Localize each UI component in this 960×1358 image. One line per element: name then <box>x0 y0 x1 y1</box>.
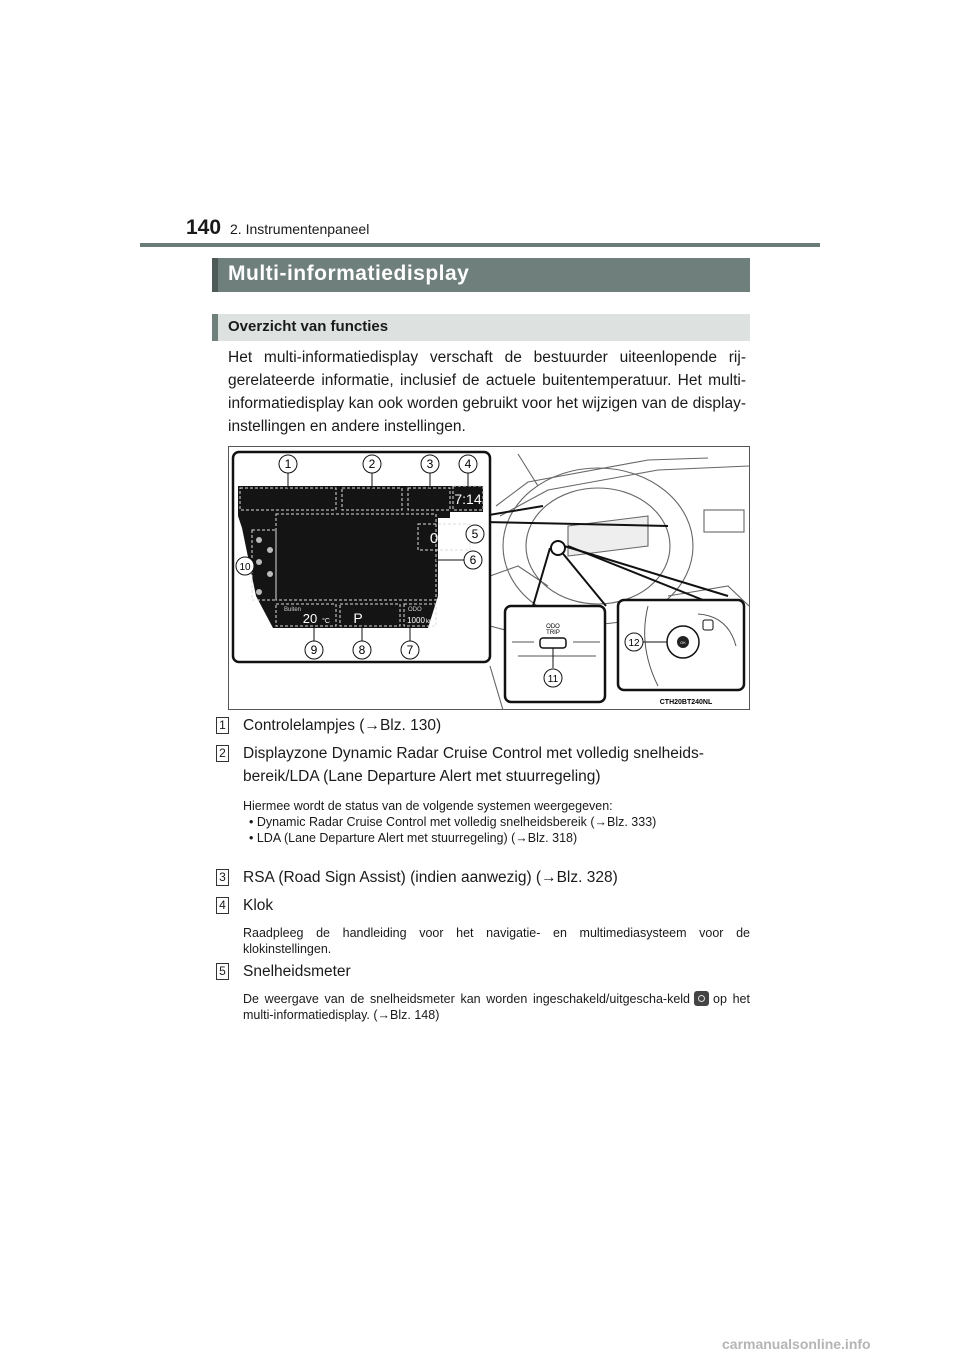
item-note: Hiermee wordt de status van de volgende systemen weergegeven: <box>243 799 613 813</box>
switch-label-trip: TRIP <box>546 630 560 636</box>
item-number: 2 <box>216 745 229 762</box>
callout-5: 5 <box>471 527 479 541</box>
settings-icon <box>256 589 262 595</box>
header-rule <box>140 243 820 247</box>
item-number: 5 <box>216 963 229 980</box>
item-title: Controlelampjes (→Blz. 130) <box>243 717 442 734</box>
callout-2: 2 <box>368 457 376 471</box>
callout-10: 10 <box>239 562 251 573</box>
odo-trip-inset <box>505 606 605 702</box>
list-item <box>216 960 750 1023</box>
list-item <box>216 894 750 957</box>
callout-11: 11 <box>547 674 559 685</box>
bullet-item: • Dynamic Radar Cruise Control met volledig snelheidsbereik (→Blz. 333) <box>249 815 657 829</box>
odo-label: ODO <box>408 607 422 613</box>
intro-paragraph: Het multi-informatiedisplay verschaft de bestuurder uiteenlopende rij-gerelateerde informatie, inclusief de actuele buitentemperatuur. Het multi-informatiedisplay kan ook worden gebruikt voor het wijzigen van de display-instellingen en andere instellingen. <box>228 349 746 435</box>
note-part-b: op het multi-informatiedisplay. (→Blz. 148) <box>243 992 750 1022</box>
callout-3: 3 <box>426 457 434 471</box>
subsection-heading <box>212 314 750 341</box>
odo-trip-button <box>540 638 566 648</box>
section-title: Multi-informatiedisplay <box>228 262 470 285</box>
odo-value: 1000 <box>407 616 425 625</box>
item-title: RSA (Road Sign Assist) (indien aanwezig) (→Blz. 328) <box>243 869 618 886</box>
gear-value: P <box>353 610 363 626</box>
callout-6: 6 <box>469 553 477 567</box>
instrument-cluster-figure <box>228 446 750 710</box>
temperature-unit: °C <box>322 618 330 625</box>
switch-label-odo: ODO <box>546 624 560 630</box>
bullet-item: • LDA (Lane Departure Alert met stuurregeling) (→Blz. 318) <box>249 831 578 845</box>
speed-unit: km/h <box>448 538 464 545</box>
switch-pointer-dot <box>551 541 565 555</box>
callout-7: 7 <box>406 643 414 657</box>
odo-unit: km <box>426 619 434 625</box>
list-item <box>216 714 750 737</box>
callout-12: 12 <box>628 638 640 649</box>
page-number: 140 <box>186 216 222 239</box>
section-heading <box>212 258 750 292</box>
item-title: Klok <box>243 897 274 914</box>
back-button <box>703 620 713 630</box>
outside-label: Buiten <box>284 607 302 613</box>
music-icon <box>256 559 262 565</box>
list-item <box>216 866 750 889</box>
subsection-title: Overzicht van functies <box>228 318 389 335</box>
callout-9: 9 <box>310 643 318 657</box>
item-number: 1 <box>216 717 229 734</box>
item-number: 4 <box>216 897 229 914</box>
leaf-icon <box>256 537 262 543</box>
ok-label: OK <box>680 640 686 645</box>
item-note: Raadpleeg de handleiding voor het navigatie- en multimediasysteem voor de klokinstellingen. <box>243 926 750 956</box>
speed-value: 0 <box>429 530 439 547</box>
warning-icon <box>267 571 273 577</box>
figure-code: CTH20BT240NL <box>659 699 713 706</box>
callout-4: 4 <box>464 457 472 471</box>
settings-gear-icon <box>694 991 709 1006</box>
callout-8: 8 <box>358 643 366 657</box>
chapter-title: 2. Instrumentenpaneel <box>230 221 370 237</box>
item-note <box>243 991 750 1023</box>
note-part-a: De weergave van de snelheidsmeter kan worden ingeschakeld/uitgescha-keld <box>243 992 691 1006</box>
callout-1: 1 <box>284 457 292 471</box>
list-item <box>216 742 750 846</box>
car-info-icon <box>267 547 273 553</box>
clock-value: 7:14 <box>454 491 482 507</box>
temperature-value: 20 <box>302 611 318 626</box>
item-number: 3 <box>216 869 229 886</box>
watermark: carmanualsonline.info <box>722 1336 871 1352</box>
item-title: Snelheidsmeter <box>243 963 351 980</box>
item-title: Displayzone Dynamic Radar Cruise Control met volledig snelheids-bereik/LDA (Lane Departure Alert met stuurregeling) <box>243 745 704 785</box>
